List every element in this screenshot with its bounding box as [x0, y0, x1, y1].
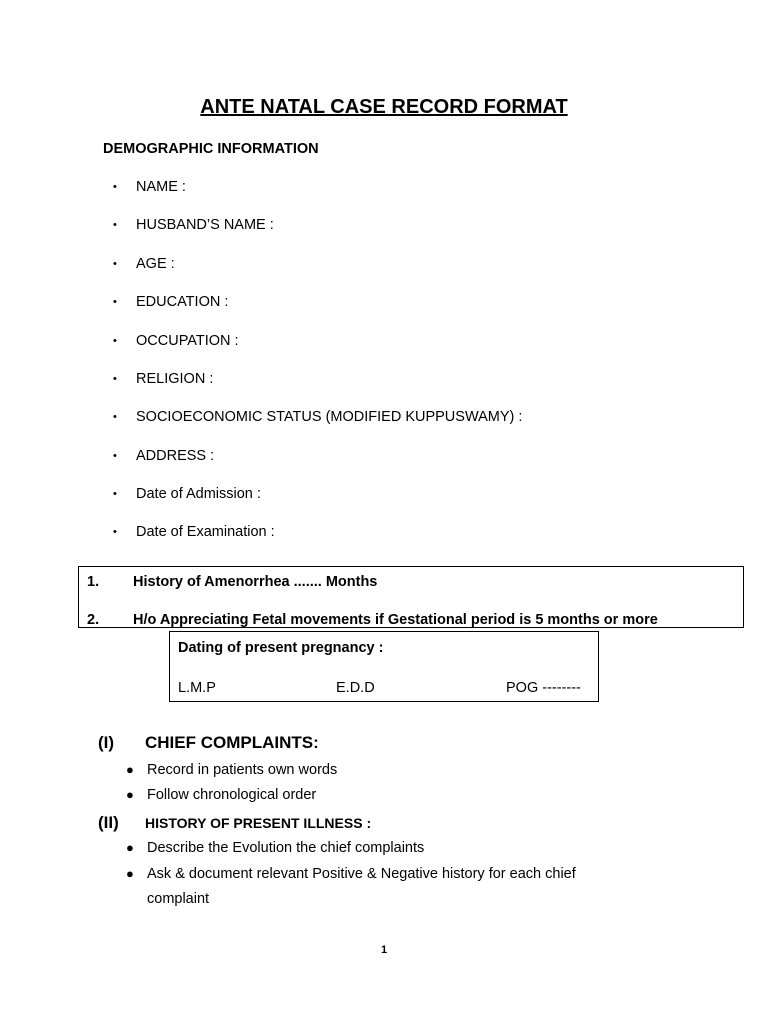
- demographic-item-occupation: • OCCUPATION :: [113, 333, 239, 349]
- list-item: ● Ask & document relevant Positive & Negative history for each chief: [126, 866, 576, 882]
- bullet-icon: ●: [126, 840, 134, 855]
- list-item: ● Follow chronological order: [126, 787, 317, 803]
- bullet-icon: •: [113, 450, 117, 463]
- history-line-number: 2.: [87, 612, 100, 628]
- dating-row: [170, 680, 598, 700]
- list-item-continuation: complaint: [147, 891, 210, 907]
- history-line-fetal-movements: [87, 612, 658, 628]
- demographic-item-date-of-examination: • Date of Examination :: [113, 524, 275, 540]
- section-title: HISTORY OF PRESENT ILLNESS :: [145, 815, 372, 831]
- bullet-icon: ●: [126, 787, 134, 802]
- demographic-item-religion: • RELIGION :: [113, 371, 214, 387]
- demographic-item-age: • AGE :: [113, 256, 175, 272]
- section-title: CHIEF COMPLAINTS:: [145, 733, 319, 752]
- bullet-icon: •: [113, 181, 117, 194]
- history-line-text: H/o Appreciating Fetal movements if Gestational period is 5 months or more: [133, 612, 658, 628]
- list-item: ● Record in patients own words: [126, 762, 338, 778]
- demographic-heading: DEMOGRAPHIC INFORMATION: [103, 141, 319, 157]
- demographic-item-name: • NAME :: [113, 179, 186, 195]
- document-title: ANTE NATAL CASE RECORD FORMAT: [200, 96, 568, 118]
- bullet-icon: •: [113, 296, 117, 309]
- history-box: [78, 566, 744, 628]
- lmp-label: L.M.P: [178, 680, 216, 696]
- bullet-icon: •: [113, 258, 117, 271]
- bullet-icon: •: [113, 488, 117, 501]
- bullet-icon: ●: [126, 762, 134, 777]
- history-line-number: 1.: [87, 574, 100, 590]
- page-number: 1: [380, 944, 388, 956]
- bullet-icon: ●: [126, 866, 134, 881]
- history-line-text: History of Amenorrhea ....... Months: [133, 574, 378, 590]
- bullet-icon: •: [113, 373, 117, 386]
- bullet-icon: •: [113, 526, 117, 539]
- demographic-item-socioeconomic-status: • SOCIOECONOMIC STATUS (MODIFIED KUPPUSWAMY) :: [113, 409, 523, 425]
- section-number: (I): [98, 733, 115, 752]
- dating-title: Dating of present pregnancy :: [178, 640, 384, 656]
- bullet-icon: •: [113, 411, 117, 424]
- demographic-item-education: • EDUCATION :: [113, 294, 229, 310]
- dating-box: [169, 631, 599, 702]
- list-item: ● Describe the Evolution the chief complaints: [126, 840, 425, 856]
- demographic-item-date-of-admission: • Date of Admission :: [113, 486, 261, 502]
- bullet-icon: •: [113, 335, 117, 348]
- history-line-amenorrhea: [87, 574, 377, 590]
- edd-label: E.D.D: [336, 680, 375, 696]
- bullet-icon: •: [113, 219, 117, 232]
- demographic-item-address: • ADDRESS :: [113, 448, 215, 464]
- chief-complaints-heading: [98, 733, 319, 753]
- demographic-item-husband-name: • HUSBAND’S NAME :: [113, 217, 274, 233]
- pog-label: POG --------: [506, 680, 581, 696]
- section-number: (II): [98, 813, 119, 832]
- present-illness-heading: [98, 813, 371, 833]
